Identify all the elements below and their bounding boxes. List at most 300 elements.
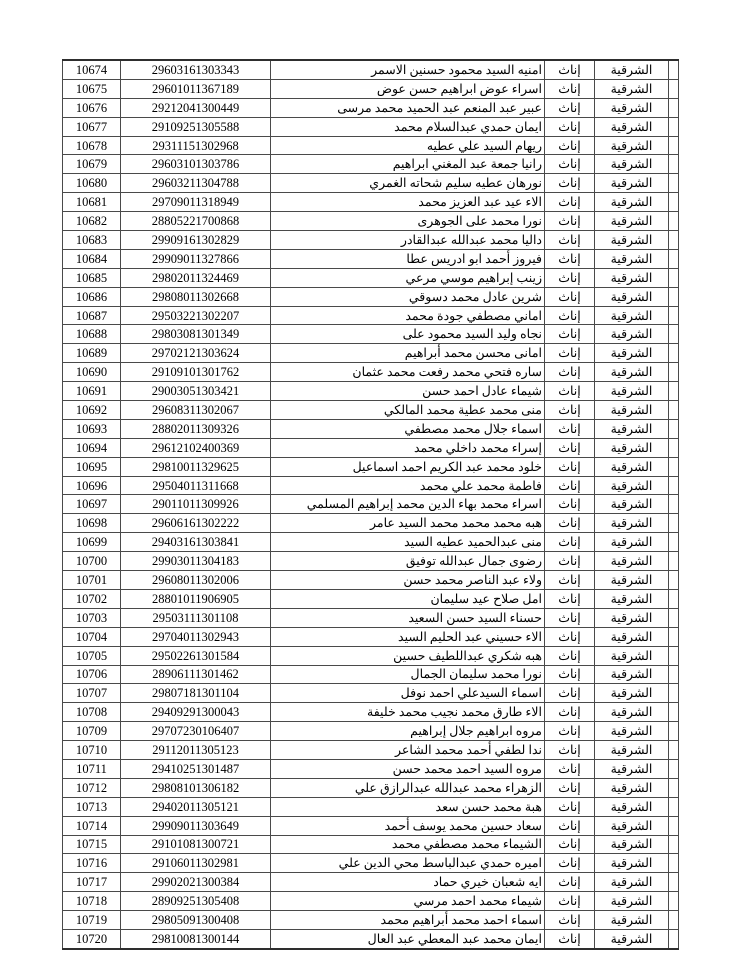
applicant-name-cell: هبة محمد حسن سعد xyxy=(271,797,545,816)
blank-cell xyxy=(669,212,679,231)
blank-cell xyxy=(669,514,679,533)
applicant-name-cell: الاء حسيني عبد الحليم السيد xyxy=(271,627,545,646)
gender-cell: إناث xyxy=(545,759,595,778)
table-row xyxy=(63,873,679,892)
applicant-name-cell: زينب إبراهيم موسي مرعي xyxy=(271,268,545,287)
table-row xyxy=(63,533,679,552)
governorate-cell: الشرقية xyxy=(595,117,669,136)
table-row xyxy=(63,419,679,438)
blank-cell xyxy=(669,325,679,344)
governorate-cell: الشرقية xyxy=(595,608,669,627)
gender-cell: إناث xyxy=(545,665,595,684)
national-id-cell: 29603211304788 xyxy=(121,174,271,193)
blank-cell xyxy=(669,608,679,627)
applicant-name-cell: ايمان محمد عبد المعطي عبد العال xyxy=(271,929,545,948)
governorate-cell: الشرقية xyxy=(595,571,669,590)
table-row xyxy=(63,325,679,344)
national-id-cell: 29805091300408 xyxy=(121,911,271,930)
governorate-cell: الشرقية xyxy=(595,835,669,854)
blank-cell xyxy=(669,627,679,646)
table-row xyxy=(63,816,679,835)
roster-table-body xyxy=(63,60,679,949)
blank-cell xyxy=(669,816,679,835)
applicant-name-cell: ايمان حمدي عبدالسلام محمد xyxy=(271,117,545,136)
table-row xyxy=(63,268,679,287)
national-id-cell: 29109101301762 xyxy=(121,363,271,382)
national-id-cell: 29212041300449 xyxy=(121,98,271,117)
governorate-cell: الشرقية xyxy=(595,684,669,703)
applicant-name-cell: خلود محمد عبد الكريم احمد اسماعيل xyxy=(271,457,545,476)
national-id-cell: 29410251301487 xyxy=(121,759,271,778)
gender-cell: إناث xyxy=(545,231,595,250)
governorate-cell: الشرقية xyxy=(595,589,669,608)
blank-cell xyxy=(669,646,679,665)
governorate-cell: الشرقية xyxy=(595,495,669,514)
serial-number-cell: 10707 xyxy=(63,684,121,703)
national-id-cell: 29808101306182 xyxy=(121,778,271,797)
governorate-cell: الشرقية xyxy=(595,552,669,571)
blank-cell xyxy=(669,306,679,325)
national-id-cell: 29603161303343 xyxy=(121,60,271,79)
governorate-cell: الشرقية xyxy=(595,438,669,457)
gender-cell: إناث xyxy=(545,929,595,948)
table-row xyxy=(63,495,679,514)
gender-cell: إناث xyxy=(545,174,595,193)
serial-number-cell: 10705 xyxy=(63,646,121,665)
gender-cell: إناث xyxy=(545,797,595,816)
applicant-name-cell: امنيه السيد محمود حسنين الاسمر xyxy=(271,60,545,79)
governorate-cell: الشرقية xyxy=(595,759,669,778)
applicant-name-cell: ساره فتحي محمد رفعت محمد عثمان xyxy=(271,363,545,382)
serial-number-cell: 10712 xyxy=(63,778,121,797)
gender-cell: إناث xyxy=(545,646,595,665)
gender-cell: إناث xyxy=(545,401,595,420)
applicant-name-cell: منى محمد عطية محمد المالكي xyxy=(271,401,545,420)
serial-number-cell: 10683 xyxy=(63,231,121,250)
applicant-name-cell: اماني مصطفي جودة محمد xyxy=(271,306,545,325)
serial-number-cell: 10694 xyxy=(63,438,121,457)
national-id-cell: 28909251305408 xyxy=(121,892,271,911)
governorate-cell: الشرقية xyxy=(595,646,669,665)
national-id-cell: 28906111301462 xyxy=(121,665,271,684)
governorate-cell: الشرقية xyxy=(595,892,669,911)
table-row xyxy=(63,306,679,325)
national-id-cell: 29608311302067 xyxy=(121,401,271,420)
table-row xyxy=(63,608,679,627)
table-row xyxy=(63,665,679,684)
gender-cell: إناث xyxy=(545,344,595,363)
blank-cell xyxy=(669,797,679,816)
table-row xyxy=(63,911,679,930)
table-row xyxy=(63,155,679,174)
gender-cell: إناث xyxy=(545,193,595,212)
national-id-cell: 29504011311668 xyxy=(121,476,271,495)
governorate-cell: الشرقية xyxy=(595,911,669,930)
governorate-cell: الشرقية xyxy=(595,287,669,306)
table-row xyxy=(63,457,679,476)
applicants-roster-table xyxy=(62,59,679,950)
blank-cell xyxy=(669,193,679,212)
gender-cell: إناث xyxy=(545,816,595,835)
serial-number-cell: 10680 xyxy=(63,174,121,193)
governorate-cell: الشرقية xyxy=(595,79,669,98)
gender-cell: إناث xyxy=(545,911,595,930)
gender-cell: إناث xyxy=(545,306,595,325)
applicant-name-cell: الاء عيد عبد العزيز محمد xyxy=(271,193,545,212)
applicant-name-cell: امانى محسن محمد أبراهيم xyxy=(271,344,545,363)
serial-number-cell: 10681 xyxy=(63,193,121,212)
governorate-cell: الشرقية xyxy=(595,155,669,174)
governorate-cell: الشرقية xyxy=(595,665,669,684)
national-id-cell: 29707230106407 xyxy=(121,722,271,741)
gender-cell: إناث xyxy=(545,854,595,873)
applicant-name-cell: شيماء عادل احمد حسن xyxy=(271,382,545,401)
serial-number-cell: 10708 xyxy=(63,703,121,722)
national-id-cell: 29011011309926 xyxy=(121,495,271,514)
applicant-name-cell: رضوى جمال عبدالله توفيق xyxy=(271,552,545,571)
governorate-cell: الشرقية xyxy=(595,476,669,495)
blank-cell xyxy=(669,60,679,79)
blank-cell xyxy=(669,419,679,438)
applicant-name-cell: سعاد حسين محمد يوسف أحمد xyxy=(271,816,545,835)
blank-cell xyxy=(669,854,679,873)
national-id-cell: 29608011302006 xyxy=(121,571,271,590)
blank-cell xyxy=(669,344,679,363)
governorate-cell: الشرقية xyxy=(595,231,669,250)
table-row xyxy=(63,759,679,778)
blank-cell xyxy=(669,476,679,495)
national-id-cell: 29101081300721 xyxy=(121,835,271,854)
serial-number-cell: 10702 xyxy=(63,589,121,608)
table-row xyxy=(63,778,679,797)
national-id-cell: 29902021300384 xyxy=(121,873,271,892)
blank-cell xyxy=(669,495,679,514)
national-id-cell: 29403161303841 xyxy=(121,533,271,552)
serial-number-cell: 10715 xyxy=(63,835,121,854)
applicant-name-cell: اسراء محمد بهاء الدين محمد إبراهيم المسلمي xyxy=(271,495,545,514)
blank-cell xyxy=(669,79,679,98)
serial-number-cell: 10720 xyxy=(63,929,121,948)
governorate-cell: الشرقية xyxy=(595,382,669,401)
serial-number-cell: 10679 xyxy=(63,155,121,174)
gender-cell: إناث xyxy=(545,382,595,401)
table-row xyxy=(63,60,679,79)
applicant-name-cell: داليا محمد عبدالله عبدالقادر xyxy=(271,231,545,250)
table-row xyxy=(63,249,679,268)
gender-cell: إناث xyxy=(545,419,595,438)
serial-number-cell: 10718 xyxy=(63,892,121,911)
national-id-cell: 28805221700868 xyxy=(121,212,271,231)
applicant-name-cell: عبير عبد المنعم عبد الحميد محمد مرسى xyxy=(271,98,545,117)
serial-number-cell: 10674 xyxy=(63,60,121,79)
blank-cell xyxy=(669,287,679,306)
table-row xyxy=(63,382,679,401)
table-row xyxy=(63,571,679,590)
national-id-cell: 29909011327866 xyxy=(121,249,271,268)
gender-cell: إناث xyxy=(545,703,595,722)
serial-number-cell: 10717 xyxy=(63,873,121,892)
serial-number-cell: 10716 xyxy=(63,854,121,873)
applicant-name-cell: اسماء احمد محمد أبراهيم محمد xyxy=(271,911,545,930)
governorate-cell: الشرقية xyxy=(595,797,669,816)
gender-cell: إناث xyxy=(545,60,595,79)
serial-number-cell: 10684 xyxy=(63,249,121,268)
gender-cell: إناث xyxy=(545,98,595,117)
national-id-cell: 29704011302943 xyxy=(121,627,271,646)
gender-cell: إناث xyxy=(545,835,595,854)
table-row xyxy=(63,287,679,306)
gender-cell: إناث xyxy=(545,873,595,892)
blank-cell xyxy=(669,589,679,608)
blank-cell xyxy=(669,741,679,760)
blank-cell xyxy=(669,457,679,476)
serial-number-cell: 10675 xyxy=(63,79,121,98)
governorate-cell: الشرقية xyxy=(595,325,669,344)
gender-cell: إناث xyxy=(545,533,595,552)
gender-cell: إناث xyxy=(545,722,595,741)
blank-cell xyxy=(669,684,679,703)
table-row xyxy=(63,401,679,420)
serial-number-cell: 10677 xyxy=(63,117,121,136)
table-row xyxy=(63,929,679,948)
gender-cell: إناث xyxy=(545,476,595,495)
national-id-cell: 29503111301108 xyxy=(121,608,271,627)
gender-cell: إناث xyxy=(545,155,595,174)
governorate-cell: الشرقية xyxy=(595,401,669,420)
national-id-cell: 29803081301349 xyxy=(121,325,271,344)
governorate-cell: الشرقية xyxy=(595,703,669,722)
applicant-name-cell: فاطمة محمد علي محمد xyxy=(271,476,545,495)
applicant-name-cell: فيروز أحمد ابو ادريس عطا xyxy=(271,249,545,268)
gender-cell: إناث xyxy=(545,325,595,344)
national-id-cell: 29601011367189 xyxy=(121,79,271,98)
blank-cell xyxy=(669,98,679,117)
governorate-cell: الشرقية xyxy=(595,98,669,117)
table-row xyxy=(63,79,679,98)
national-id-cell: 29903011304183 xyxy=(121,552,271,571)
applicant-name-cell: مروه السيد احمد محمد حسن xyxy=(271,759,545,778)
table-row xyxy=(63,136,679,155)
gender-cell: إناث xyxy=(545,892,595,911)
blank-cell xyxy=(669,778,679,797)
serial-number-cell: 10693 xyxy=(63,419,121,438)
gender-cell: إناث xyxy=(545,552,595,571)
serial-number-cell: 10697 xyxy=(63,495,121,514)
table-row xyxy=(63,627,679,646)
national-id-cell: 29003051303421 xyxy=(121,382,271,401)
gender-cell: إناث xyxy=(545,136,595,155)
gender-cell: إناث xyxy=(545,457,595,476)
governorate-cell: الشرقية xyxy=(595,249,669,268)
blank-cell xyxy=(669,571,679,590)
gender-cell: إناث xyxy=(545,268,595,287)
serial-number-cell: 10689 xyxy=(63,344,121,363)
national-id-cell: 29810011329625 xyxy=(121,457,271,476)
applicant-name-cell: حسناء السيد حسن السعيد xyxy=(271,608,545,627)
serial-number-cell: 10706 xyxy=(63,665,121,684)
serial-number-cell: 10700 xyxy=(63,552,121,571)
table-row xyxy=(63,174,679,193)
national-id-cell: 29709011318949 xyxy=(121,193,271,212)
applicant-name-cell: شرين عادل محمد دسوقي xyxy=(271,287,545,306)
gender-cell: إناث xyxy=(545,117,595,136)
gender-cell: إناث xyxy=(545,741,595,760)
governorate-cell: الشرقية xyxy=(595,741,669,760)
blank-cell xyxy=(669,759,679,778)
blank-cell xyxy=(669,533,679,552)
national-id-cell: 29909161302829 xyxy=(121,231,271,250)
table-row xyxy=(63,212,679,231)
national-id-cell: 29702121303624 xyxy=(121,344,271,363)
applicant-name-cell: نجاه وليد السيد محمود على xyxy=(271,325,545,344)
applicant-name-cell: ايه شعبان خيري حماد xyxy=(271,873,545,892)
gender-cell: إناث xyxy=(545,438,595,457)
serial-number-cell: 10711 xyxy=(63,759,121,778)
governorate-cell: الشرقية xyxy=(595,627,669,646)
applicant-name-cell: إسراء محمد داخلي محمد xyxy=(271,438,545,457)
governorate-cell: الشرقية xyxy=(595,268,669,287)
table-row xyxy=(63,344,679,363)
serial-number-cell: 10703 xyxy=(63,608,121,627)
national-id-cell: 29807181301104 xyxy=(121,684,271,703)
national-id-cell: 29109251305588 xyxy=(121,117,271,136)
governorate-cell: الشرقية xyxy=(595,344,669,363)
national-id-cell: 28802011309326 xyxy=(121,419,271,438)
applicant-name-cell: منى عبدالحميد عطيه السيد xyxy=(271,533,545,552)
blank-cell xyxy=(669,665,679,684)
blank-cell xyxy=(669,363,679,382)
gender-cell: إناث xyxy=(545,212,595,231)
table-row xyxy=(63,797,679,816)
blank-cell xyxy=(669,552,679,571)
blank-cell xyxy=(669,892,679,911)
applicant-name-cell: هبه محمد محمد محمد السيد عامر xyxy=(271,514,545,533)
applicant-name-cell: نورا محمد على الجوهرى xyxy=(271,212,545,231)
serial-number-cell: 10696 xyxy=(63,476,121,495)
national-id-cell: 29802011324469 xyxy=(121,268,271,287)
governorate-cell: الشرقية xyxy=(595,212,669,231)
blank-cell xyxy=(669,231,679,250)
governorate-cell: الشرقية xyxy=(595,722,669,741)
governorate-cell: الشرقية xyxy=(595,363,669,382)
blank-cell xyxy=(669,249,679,268)
table-row xyxy=(63,589,679,608)
serial-number-cell: 10678 xyxy=(63,136,121,155)
blank-cell xyxy=(669,722,679,741)
serial-number-cell: 10691 xyxy=(63,382,121,401)
gender-cell: إناث xyxy=(545,79,595,98)
applicant-name-cell: امل صلاح عيد سليمان xyxy=(271,589,545,608)
serial-number-cell: 10676 xyxy=(63,98,121,117)
applicant-name-cell: نورا محمد سليمان الجمال xyxy=(271,665,545,684)
governorate-cell: الشرقية xyxy=(595,306,669,325)
national-id-cell: 29502261301584 xyxy=(121,646,271,665)
blank-cell xyxy=(669,155,679,174)
national-id-cell: 29909011303649 xyxy=(121,816,271,835)
governorate-cell: الشرقية xyxy=(595,419,669,438)
applicant-name-cell: نورهان عطيه سليم شحاته الغمري xyxy=(271,174,545,193)
blank-cell xyxy=(669,911,679,930)
national-id-cell: 29612102400369 xyxy=(121,438,271,457)
blank-cell xyxy=(669,835,679,854)
table-row xyxy=(63,892,679,911)
applicant-name-cell: الشيماء محمد مصطفي محمد xyxy=(271,835,545,854)
applicant-name-cell: اسماء السيدعلي احمد نوفل xyxy=(271,684,545,703)
governorate-cell: الشرقية xyxy=(595,136,669,155)
roster-table-container xyxy=(62,59,678,950)
table-row xyxy=(63,117,679,136)
gender-cell: إناث xyxy=(545,495,595,514)
table-row xyxy=(63,722,679,741)
national-id-cell: 29112011305123 xyxy=(121,741,271,760)
blank-cell xyxy=(669,873,679,892)
applicant-name-cell: اسماء جلال محمد مصطفي xyxy=(271,419,545,438)
serial-number-cell: 10682 xyxy=(63,212,121,231)
serial-number-cell: 10690 xyxy=(63,363,121,382)
governorate-cell: الشرقية xyxy=(595,174,669,193)
applicant-name-cell: الاء طارق محمد نجيب محمد خليفة xyxy=(271,703,545,722)
blank-cell xyxy=(669,174,679,193)
governorate-cell: الشرقية xyxy=(595,873,669,892)
gender-cell: إناث xyxy=(545,287,595,306)
blank-cell xyxy=(669,117,679,136)
governorate-cell: الشرقية xyxy=(595,929,669,948)
national-id-cell: 29808011302668 xyxy=(121,287,271,306)
serial-number-cell: 10692 xyxy=(63,401,121,420)
gender-cell: إناث xyxy=(545,363,595,382)
governorate-cell: الشرقية xyxy=(595,854,669,873)
blank-cell xyxy=(669,438,679,457)
gender-cell: إناث xyxy=(545,514,595,533)
serial-number-cell: 10686 xyxy=(63,287,121,306)
applicant-name-cell: هبه شكري عبداللطيف حسين xyxy=(271,646,545,665)
applicant-name-cell: مروه ابراهيم جلال إبراهيم xyxy=(271,722,545,741)
table-row xyxy=(63,703,679,722)
table-row xyxy=(63,646,679,665)
national-id-cell: 29603101303786 xyxy=(121,155,271,174)
blank-cell xyxy=(669,268,679,287)
serial-number-cell: 10687 xyxy=(63,306,121,325)
applicant-name-cell: ريهام السيد علي عطيه xyxy=(271,136,545,155)
table-row xyxy=(63,438,679,457)
blank-cell xyxy=(669,703,679,722)
serial-number-cell: 10688 xyxy=(63,325,121,344)
gender-cell: إناث xyxy=(545,571,595,590)
serial-number-cell: 10710 xyxy=(63,741,121,760)
governorate-cell: الشرقية xyxy=(595,533,669,552)
serial-number-cell: 10704 xyxy=(63,627,121,646)
gender-cell: إناث xyxy=(545,608,595,627)
governorate-cell: الشرقية xyxy=(595,778,669,797)
applicant-name-cell: اميره حمدي عبدالباسط محي الدين علي xyxy=(271,854,545,873)
table-row xyxy=(63,741,679,760)
applicant-name-cell: رانيا جمعة عبد المغني ابراهيم xyxy=(271,155,545,174)
table-row xyxy=(63,552,679,571)
applicant-name-cell: ولاء عبد الناصر محمد حسن xyxy=(271,571,545,590)
blank-cell xyxy=(669,401,679,420)
table-row xyxy=(63,231,679,250)
national-id-cell: 29409291300043 xyxy=(121,703,271,722)
table-row xyxy=(63,476,679,495)
gender-cell: إناث xyxy=(545,778,595,797)
table-row xyxy=(63,835,679,854)
national-id-cell: 29311151302968 xyxy=(121,136,271,155)
applicant-name-cell: شيماء محمد احمد مرسي xyxy=(271,892,545,911)
governorate-cell: الشرقية xyxy=(595,457,669,476)
gender-cell: إناث xyxy=(545,589,595,608)
table-row xyxy=(63,684,679,703)
gender-cell: إناث xyxy=(545,627,595,646)
